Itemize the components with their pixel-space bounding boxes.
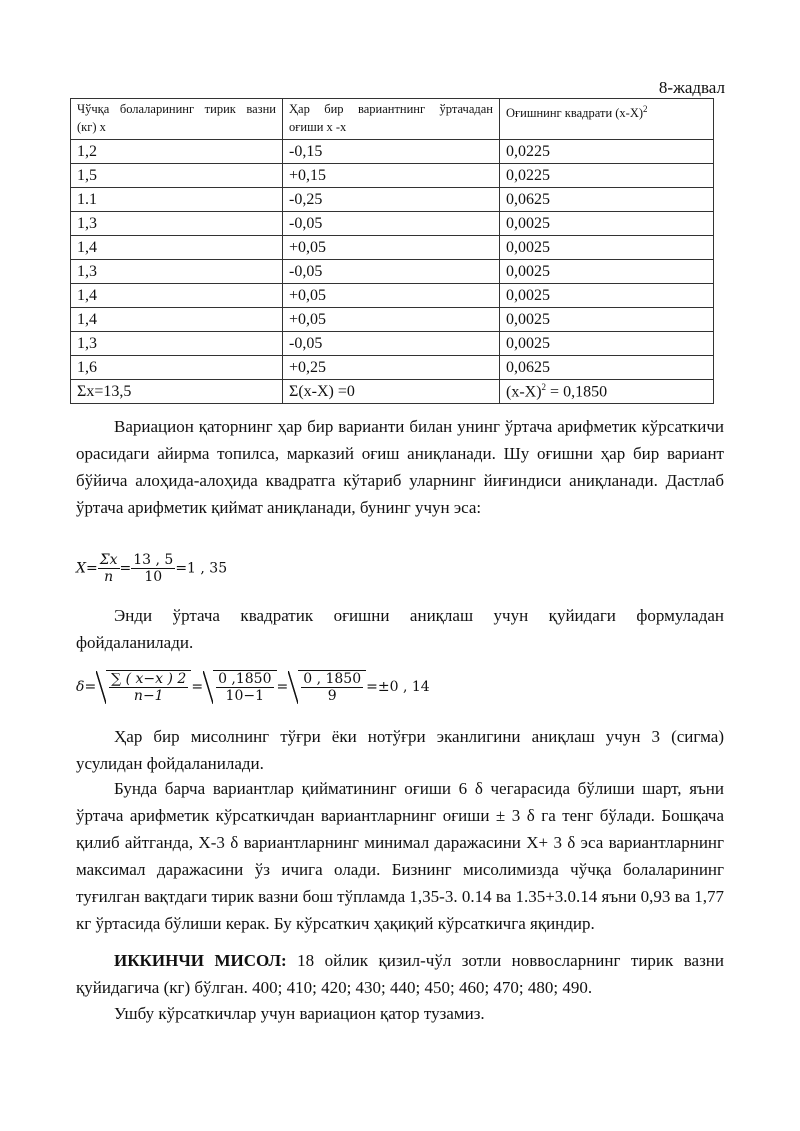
- total-square-pre: (x-X): [506, 383, 542, 401]
- table-cell: 0,0025: [500, 212, 714, 236]
- table-cell: 0,0625: [500, 356, 714, 380]
- paragraph-sigma-method: Ҳар бир мисолнинг тўғри ёки нотўғри эканлигини аниқлаш учун 3 (сигма) усулидан фойдаланилади.: [76, 727, 724, 773]
- table-cell: 1,4: [71, 308, 283, 332]
- table-caption: 8-жадвал: [658, 78, 725, 97]
- header-cell-weight: Чўчқа болаларининг тирик вазни (кг) x: [71, 99, 283, 140]
- formula-mean-eq2: =: [119, 560, 132, 577]
- formula-sigma: [76, 670, 430, 704]
- table-row: [71, 284, 714, 308]
- table-header-row: [71, 99, 714, 140]
- formula-mean-frac1: [98, 552, 120, 585]
- table-cell: -0,25: [283, 188, 500, 212]
- formula-sigma-den2: 10−1: [225, 688, 264, 704]
- formula-sigma-frac2: [216, 671, 273, 704]
- second-example-text: 18 ойлик қизил-чўл зотли нoввосларнинг тирик вазни қуйидагича (кг) бўлган. 400; 410; 420; 430; 440; 450; 460; 470; 480; 490.: [76, 951, 724, 997]
- table-cell: 0,0625: [500, 188, 714, 212]
- table-cell: 1,6: [71, 356, 283, 380]
- formula-mean-num2: 13 , 5: [133, 552, 174, 568]
- second-example-heading: ИККИНЧИ МИСОЛ:: [114, 951, 287, 970]
- table-cell: 1,4: [71, 284, 283, 308]
- data-table: [70, 98, 714, 404]
- formula-sigma-rhs: =±0 , 14: [366, 679, 430, 695]
- formula-mean: [76, 552, 227, 585]
- total-sum-deviation: Σ(x-X) =0: [283, 380, 500, 404]
- table-cell: 1,3: [71, 332, 283, 356]
- total-square-sup: 2: [541, 381, 547, 392]
- paragraph-second-example: [76, 947, 724, 1001]
- formula-sigma-lhs: δ: [76, 679, 85, 695]
- table-cell: 1,3: [71, 212, 283, 236]
- formula-sigma-num2: 0 ,1850: [218, 671, 272, 687]
- formula-sigma-den3: 9: [327, 688, 337, 704]
- formula-sigma-sqrt3: [298, 670, 366, 704]
- table-row: [71, 308, 714, 332]
- header-cell-square: [500, 99, 714, 140]
- formula-sigma-frac3: [301, 671, 363, 704]
- table-cell: 1,2: [71, 140, 283, 164]
- table-cell: 0,0025: [500, 332, 714, 356]
- header-cell-deviation: Ҳар бир вариантнинг ўртачадан оғиши x -x: [283, 99, 500, 140]
- formula-mean-den1: n: [104, 569, 114, 585]
- table-cell: -0,05: [283, 332, 500, 356]
- table-cell: +0,05: [283, 284, 500, 308]
- table-totals-row: [71, 380, 714, 404]
- formula-sigma-eq3: =: [276, 679, 289, 695]
- table-cell: +0,05: [283, 236, 500, 260]
- formula-mean-num1: Σx: [99, 552, 118, 568]
- total-square-post: = 0,1850: [546, 383, 608, 401]
- paragraph-intro: Вариацион қаторнинг ҳар бир варианти билан унинг ўртача арифметик кўрсаткичи орасидаги айирма топилса, марказий оғиш аниқланади. Шу оғишни ҳар бир вариант бўйича алоҳида-алоҳида квадратга кўтариб уларнинг йиғиндиси аниқланади. Дастлаб ўртача арифметик қиймат аниқланади, бунинг учун эса:: [76, 417, 724, 517]
- total-sum-x: Σx=13,5: [71, 380, 283, 404]
- table-cell: -0,15: [283, 140, 500, 164]
- table-row: [71, 332, 714, 356]
- formula-sigma-sqrt1: [106, 670, 191, 704]
- paragraph-variation-series: Ушбу кўрсаткичлар учун вариацион қатор тузамиз.: [114, 1004, 485, 1023]
- formula-mean-frac2: [131, 552, 175, 585]
- formula-sigma-eq2: =: [191, 679, 204, 695]
- formula-sigma-num3: 0 , 1850: [303, 671, 362, 687]
- table-row: [71, 236, 714, 260]
- formula-sigma-den1: n−1: [133, 688, 164, 704]
- paragraph-sigma-explanation: Бунда барча вариантлар қийматининг оғиши 6 δ чегарасида бўлиши шарт, яъни ўртача арифметик кўрсаткичдан вариантларнинг оғиши ± 3 δ га тенг бўлади. Бошқача қилиб айтганда, X-3 δ вариантларнинг минимал даражасини X+ 3 δ эса вариантларнинг максимал даражасини ўз ичига олади. Бизнинг мисолимизда чўчқа болаларининг туғилган вақтдаги тирик вазни бош тўпламда 1,35-3. 0.14 ва 1.35+3.0.14 яъни 0,93 ва 1,77 кг ўртасида бўлиши керак. Бу кўрсаткич ҳақиқий кўрсаткичга яқиндир.: [76, 779, 724, 933]
- table-cell: 1,5: [71, 164, 283, 188]
- table-row: [71, 356, 714, 380]
- table-cell: 0,0225: [500, 164, 714, 188]
- table-cell: -0,05: [283, 260, 500, 284]
- paragraph-formula-intro: Энди ўртача квадратик оғишни аниқлаш учун қуйидаги формуладан фойдаланилади.: [76, 606, 724, 652]
- table-row: [71, 140, 714, 164]
- formula-mean-eq1: =: [85, 560, 98, 577]
- table-cell: 0,0025: [500, 284, 714, 308]
- table-cell: 1,3: [71, 260, 283, 284]
- formula-sigma-sqrt2: [213, 670, 276, 704]
- formula-mean-rhs: =1 , 35: [175, 560, 228, 577]
- formula-sigma-num1: ∑ ( x−x ) 2: [111, 671, 187, 687]
- formula-mean-lhs: X: [76, 560, 86, 577]
- table-cell: 1.1: [71, 188, 283, 212]
- table-cell: 0,0225: [500, 140, 714, 164]
- table-row: [71, 188, 714, 212]
- header-square-sup: 2: [643, 104, 648, 114]
- table-cell: 1,4: [71, 236, 283, 260]
- formula-sigma-eq1: =: [84, 679, 97, 695]
- table-cell: -0,05: [283, 212, 500, 236]
- table-cell: 0,0025: [500, 236, 714, 260]
- table-cell: 0,0025: [500, 260, 714, 284]
- table-row: [71, 212, 714, 236]
- table-cell: +0,15: [283, 164, 500, 188]
- header-square-text: Оғишнинг квадрати (x-X): [506, 106, 644, 121]
- table-row: [71, 164, 714, 188]
- table-cell: +0,05: [283, 308, 500, 332]
- formula-sigma-frac1: [109, 671, 188, 704]
- table-row: [71, 260, 714, 284]
- table-cell: +0,25: [283, 356, 500, 380]
- total-sum-square: [500, 380, 714, 404]
- table-cell: 0,0025: [500, 308, 714, 332]
- formula-mean-den2: 10: [144, 569, 163, 585]
